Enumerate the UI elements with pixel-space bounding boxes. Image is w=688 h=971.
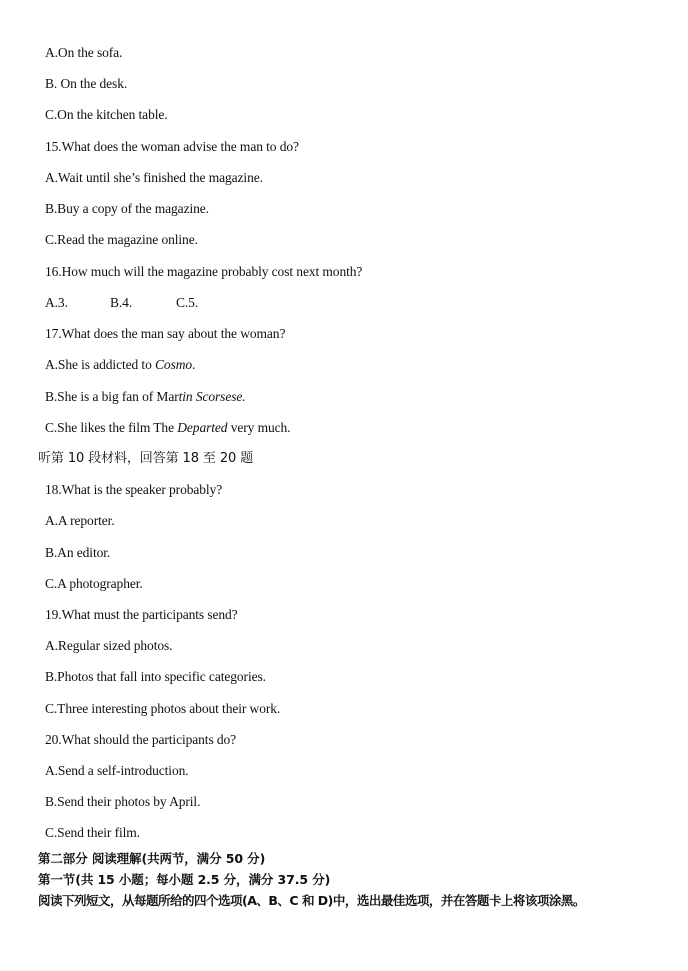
q19-option-b: B.Photos that fall into specific categories. [45,669,266,684]
q15-option-a: A.Wait until she’s finished the magazine. [45,170,263,185]
q18-option-b: B.An editor. [45,545,111,560]
q14-option-b: B. On the desk. [45,76,128,91]
q17-a-prefix: A.She is addicted to [45,357,156,372]
q20-option-a: A.Send a self-introduction. [45,763,189,778]
q17-option-b [45,389,246,405]
q17-option-a [45,357,195,373]
q20-option-b: B.Send their photos by April. [45,794,201,809]
q14-option-c: C.On the kitchen table. [45,107,168,122]
q20-option-c: C.Send their film. [45,825,140,840]
part2-instruction: 阅读下列短文，从每题所给的四个选项(A、B、C 和 D)中，选出最佳选项，并在答题卡上将该项涂黑。 [38,893,585,908]
q15-question: 15.What does the woman advise the man to do? [45,139,299,154]
q17-b-italic: tin Scorsese. [178,389,246,404]
q17-b-prefix: B.She is a big fan of Mar [45,389,179,404]
q16-option-a: A.3. [45,295,68,310]
q17-c-prefix: C.She likes the film The [45,420,178,435]
q19-question: 19.What must the participants send? [45,607,238,622]
q19-option-c: C.Three interesting photos about their work. [45,701,281,716]
section-10-heading: 听第 10 段材料，回答第 18 至 20 题 [38,451,254,466]
q20-question: 20.What should the participants do? [45,732,237,747]
q17-a-suffix: . [192,357,196,372]
part2-title: 第二部分 阅读理解(共两节，满分 50 分) [38,851,266,866]
q16-question: 16.How much will the magazine probably cost next month? [45,264,363,279]
q15-option-c: C.Read the magazine online. [45,232,198,247]
q17-c-suffix: very much. [227,420,291,435]
q17-question: 17.What does the man say about the woman? [45,326,286,341]
q17-option-c [45,420,290,436]
q18-option-c: C.A photographer. [45,576,143,591]
q14-option-a: A.On the sofa. [45,45,123,60]
q19-option-a: A.Regular sized photos. [45,638,173,653]
q16-option-c: C.5. [176,295,199,310]
q18-question: 18.What is the speaker probably? [45,482,223,497]
q17-a-italic: Cosmo [155,357,193,372]
q17-c-italic: Departed [177,420,228,435]
q15-option-b: B.Buy a copy of the magazine. [45,201,209,216]
q18-option-a: A.A reporter. [45,513,115,528]
part2-section1: 第一节(共 15 小题；每小题 2.5 分，满分 37.5 分) [38,872,331,887]
q16-option-b: B.4. [110,295,133,310]
